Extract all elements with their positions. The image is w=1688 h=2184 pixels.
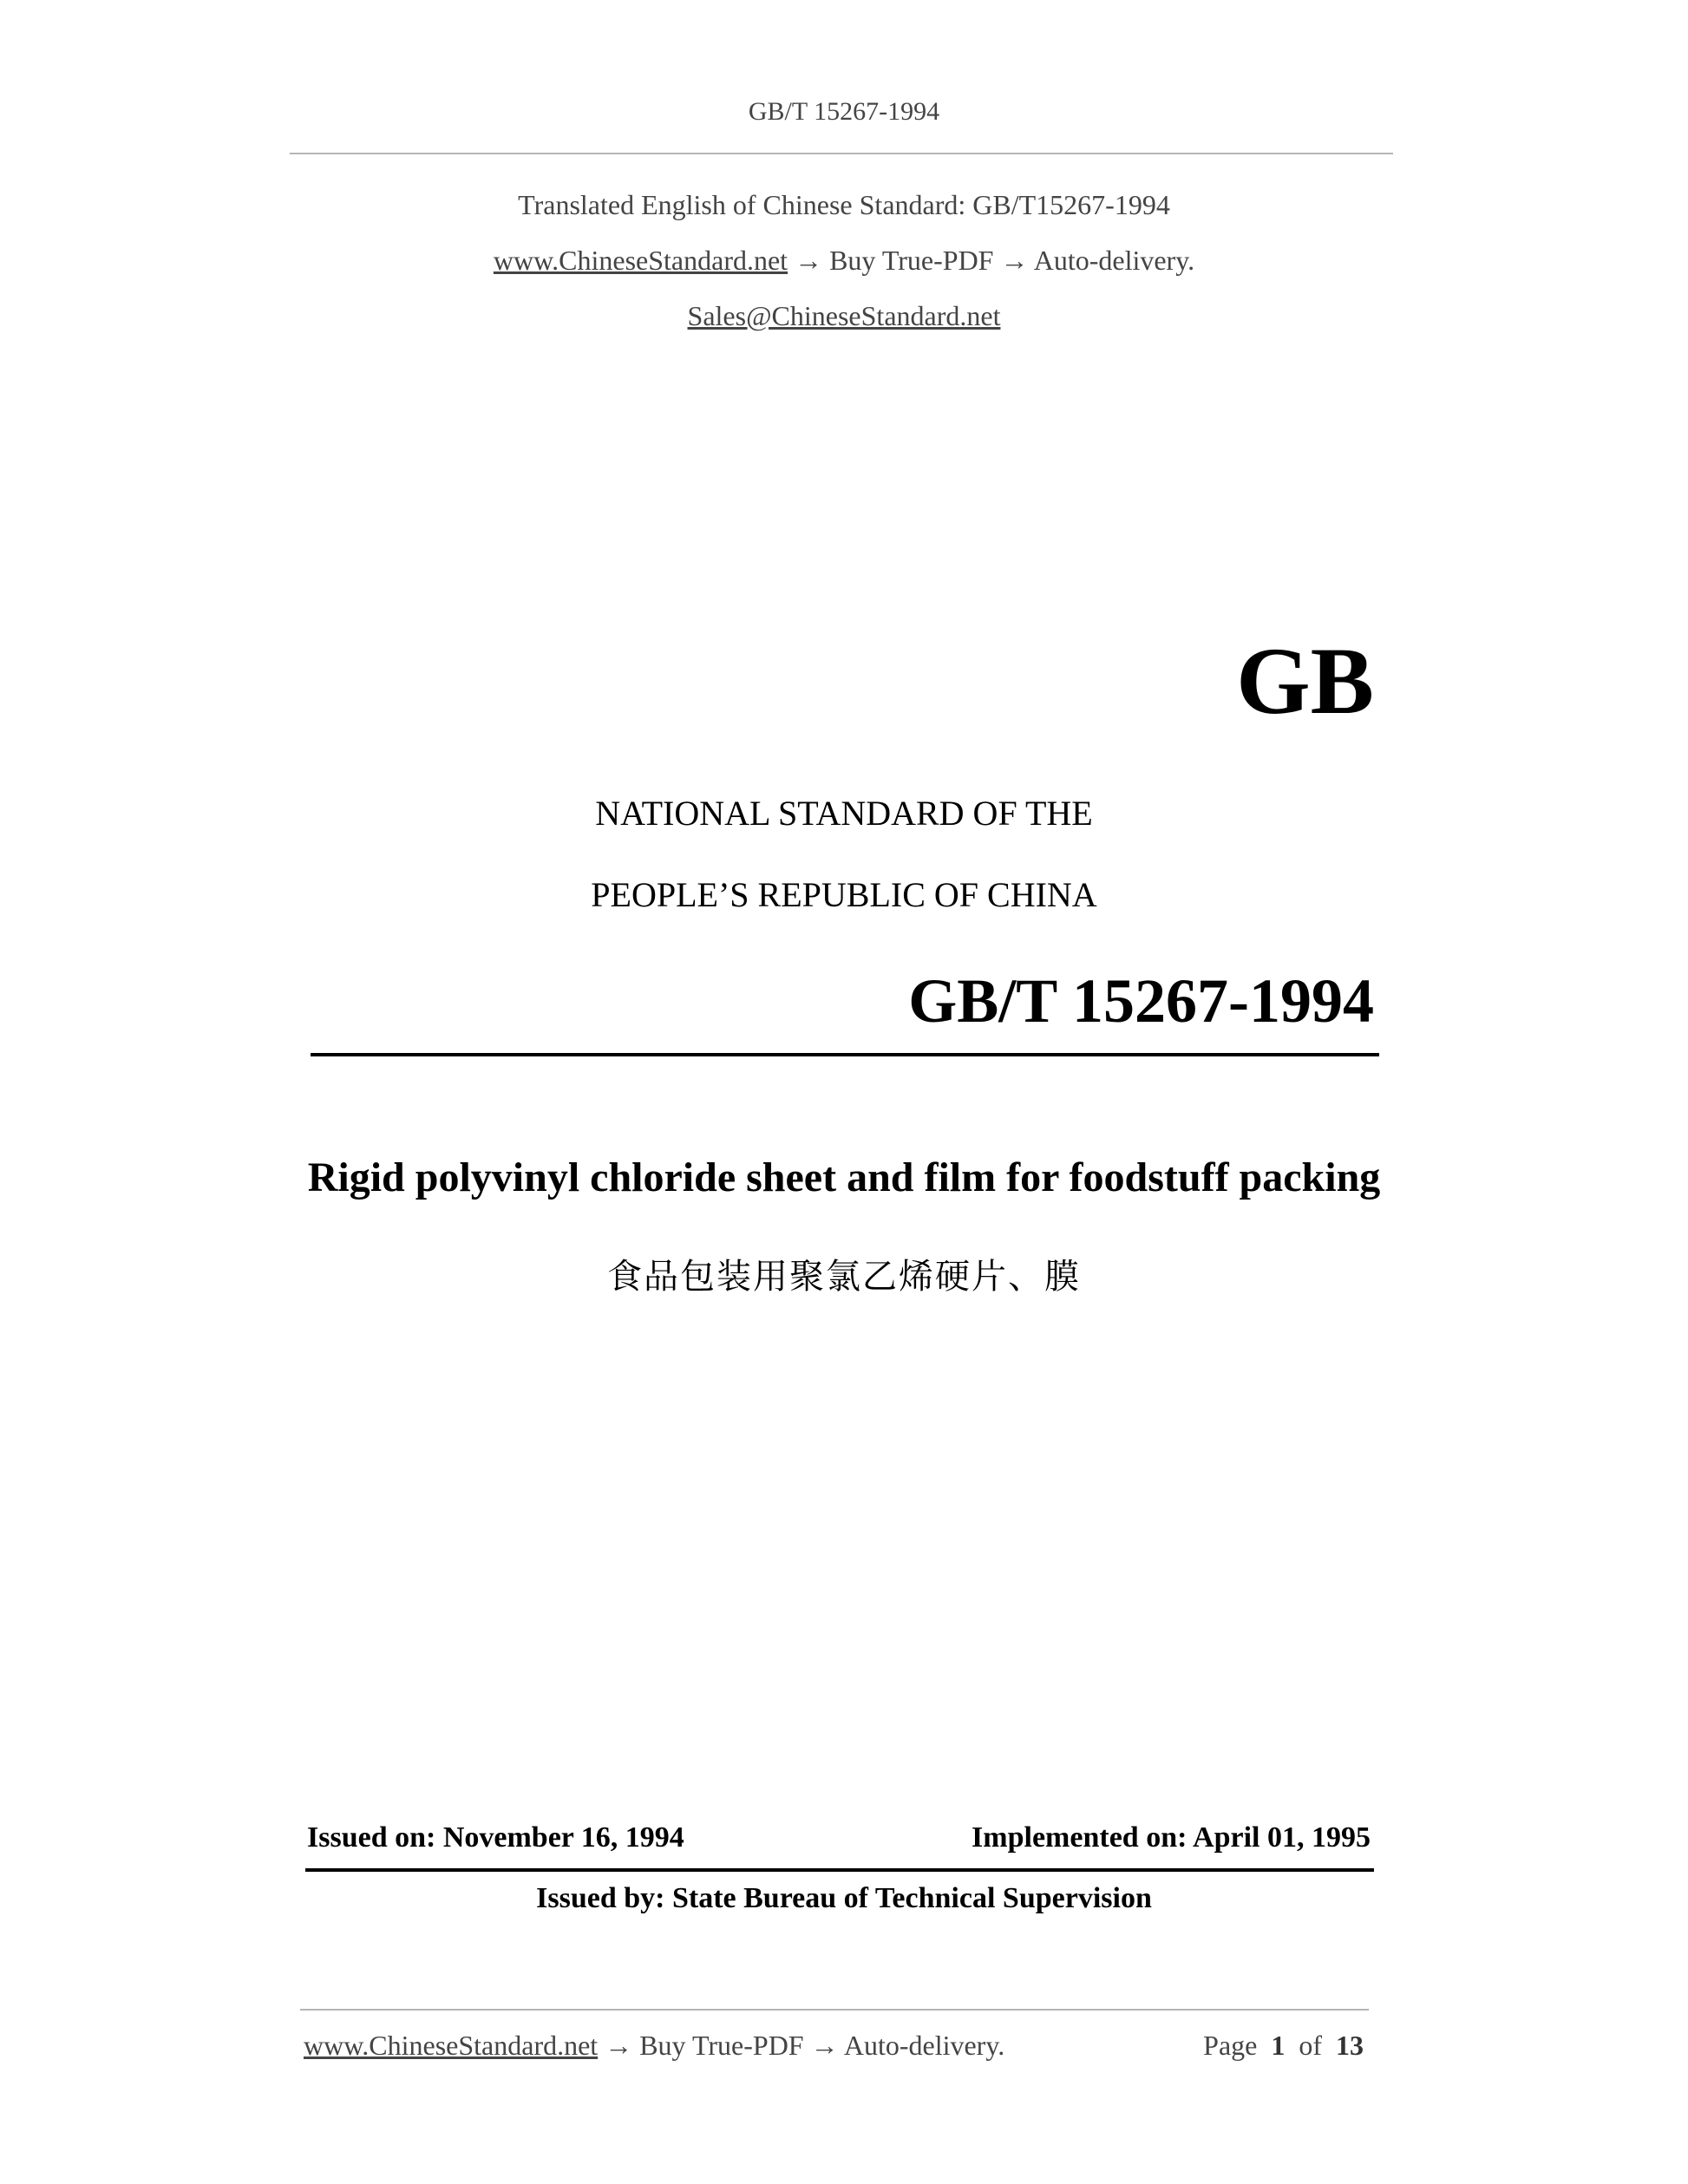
issue-dates-rule: [305, 1868, 1374, 1872]
promo-email-line: [0, 300, 1688, 332]
promo-site-link[interactable]: www.ChineseStandard.net: [493, 245, 788, 276]
issued-by: Issued by: State Bureau of Technical Supervision: [536, 1882, 1152, 1914]
page-current: 1: [1271, 2030, 1286, 2061]
implemented-on-date: Implemented on: April 01, 1995: [972, 1821, 1371, 1854]
gb-mark: GB: [1236, 628, 1374, 734]
promo-email-link[interactable]: Sales@ChineseStandard.net: [687, 300, 1001, 331]
of-label: of: [1299, 2030, 1322, 2061]
issued-on-date: Issued on: November 16, 1994: [307, 1821, 684, 1854]
footer-buy-text: → Buy True-PDF → Auto-delivery.: [598, 2030, 1005, 2061]
header-title: GB/T 15267-1994: [748, 97, 940, 126]
national-standard-line-1: NATIONAL STANDARD OF THE: [595, 794, 1093, 833]
chinese-title: 食品包装用聚氯乙烯硬片、膜: [607, 1257, 1081, 1297]
footer-promo: [304, 2030, 1004, 2062]
english-title: Rigid polyvinyl chloride sheet and film for foodstuff packing: [307, 1154, 1381, 1200]
footer-divider: [300, 2009, 1369, 2011]
promo-translated-line: Translated English of Chinese Standard: GB/T15267-1994: [518, 189, 1170, 220]
promo-buy-line: [0, 245, 1688, 277]
national-standard-line-2: PEOPLE’S REPUBLIC OF CHINA: [591, 875, 1097, 914]
page-indicator: [1203, 2030, 1364, 2062]
standard-code: GB/T 15267-1994: [908, 966, 1374, 1036]
page-total: 13: [1336, 2030, 1364, 2061]
page-label: Page: [1203, 2030, 1258, 2061]
footer-site-link[interactable]: www.ChineseStandard.net: [304, 2030, 599, 2061]
standard-code-rule: [311, 1053, 1379, 1056]
header-divider: [290, 153, 1393, 154]
promo-buy-text: → Buy True-PDF → Auto-delivery.: [788, 245, 1195, 276]
